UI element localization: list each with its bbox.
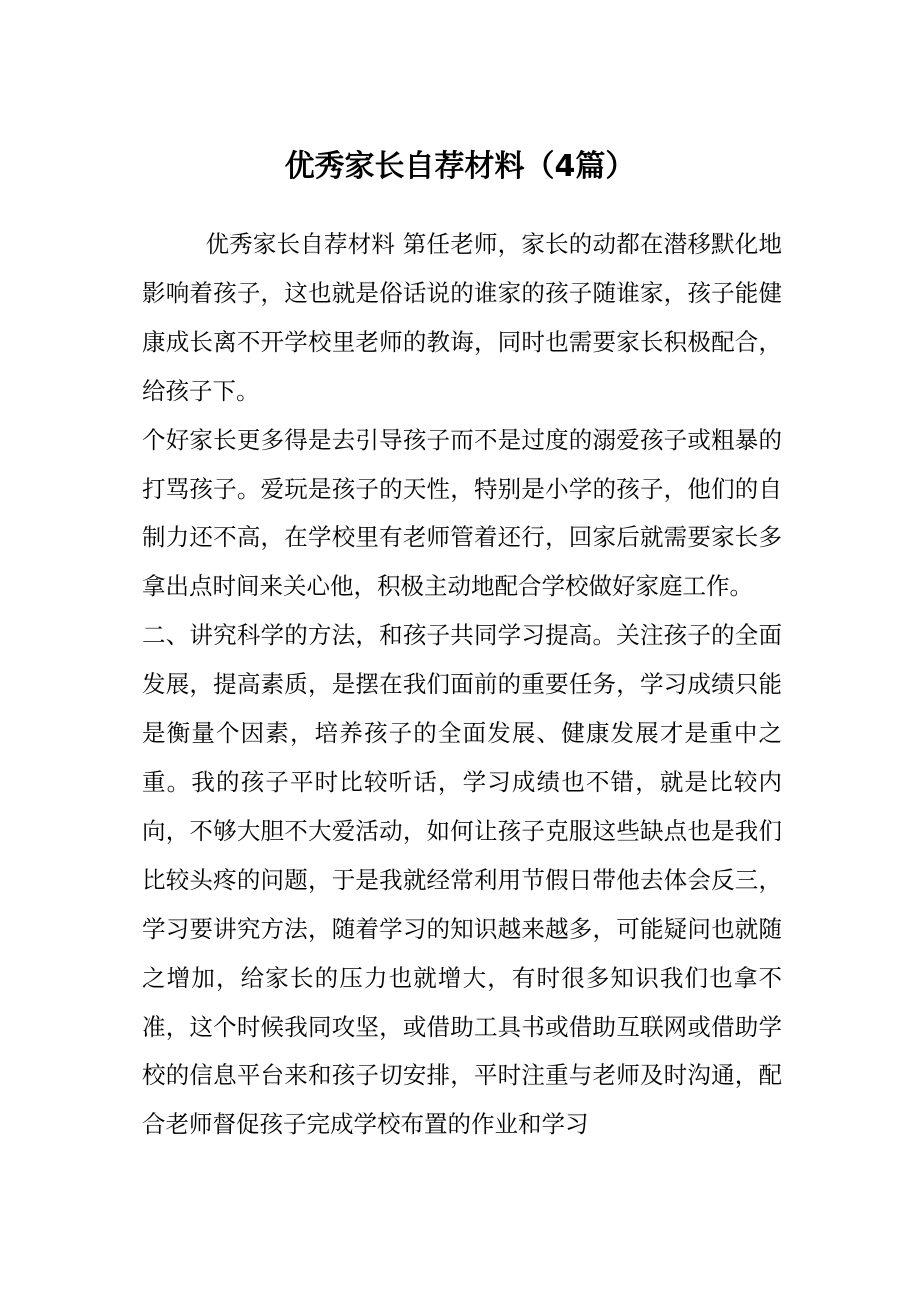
paragraph: 二、讲究科学的方法，和孩子共同学习提高。关注孩子的全面发展，提高素质，是摆在我们面前的重要任务，学习成绩只能是衡量个因素，培养孩子的全面发展、健康发展才是重中之重。我的孩子平时比较听话，学习成绩也不错，就是比较内向，不够大胆不大爱活动，如何让孩子克服这些缺点也是我们比较头疼的问题，于是我就经常利用节假日带他去体会反三，学习要讲究方法，随着学习的知识越来越多，可能疑问也就随之增加，给家长的压力也就增大，有时很多知识我们也拿不准，这个时候我同攻坚，或借助工具书或借助互联网或借助学校的信息平台来和孩子切安排，平时注重与老师及时沟通，配合老师督促孩子完成学校布置的作业和学习 xyxy=(142,621,782,1139)
document-body xyxy=(142,220,782,1149)
paragraph: 优秀家长自荐材料 第任老师，家长的动都在潜移默化地影响着孩子，这也就是俗话说的谁家的孩子随谁家，孩子能健康成长离不开学校里老师的教诲，同时也需要家长积极配合，给孩子下。 xyxy=(142,230,782,405)
document-title: 优秀家长自荐材料（4篇） xyxy=(284,149,636,184)
paragraph: 个好家长更多得是去引导孩子而不是过度的溺爱孩子或粗暴的打骂孩子。爱玩是孩子的天性，特别是小学的孩子，他们的自制力还不高，在学校里有老师管着还行，回家后就需要家长多拿出点时间来关心他，积极主动地配合学校做好家庭工作。 xyxy=(142,425,782,601)
